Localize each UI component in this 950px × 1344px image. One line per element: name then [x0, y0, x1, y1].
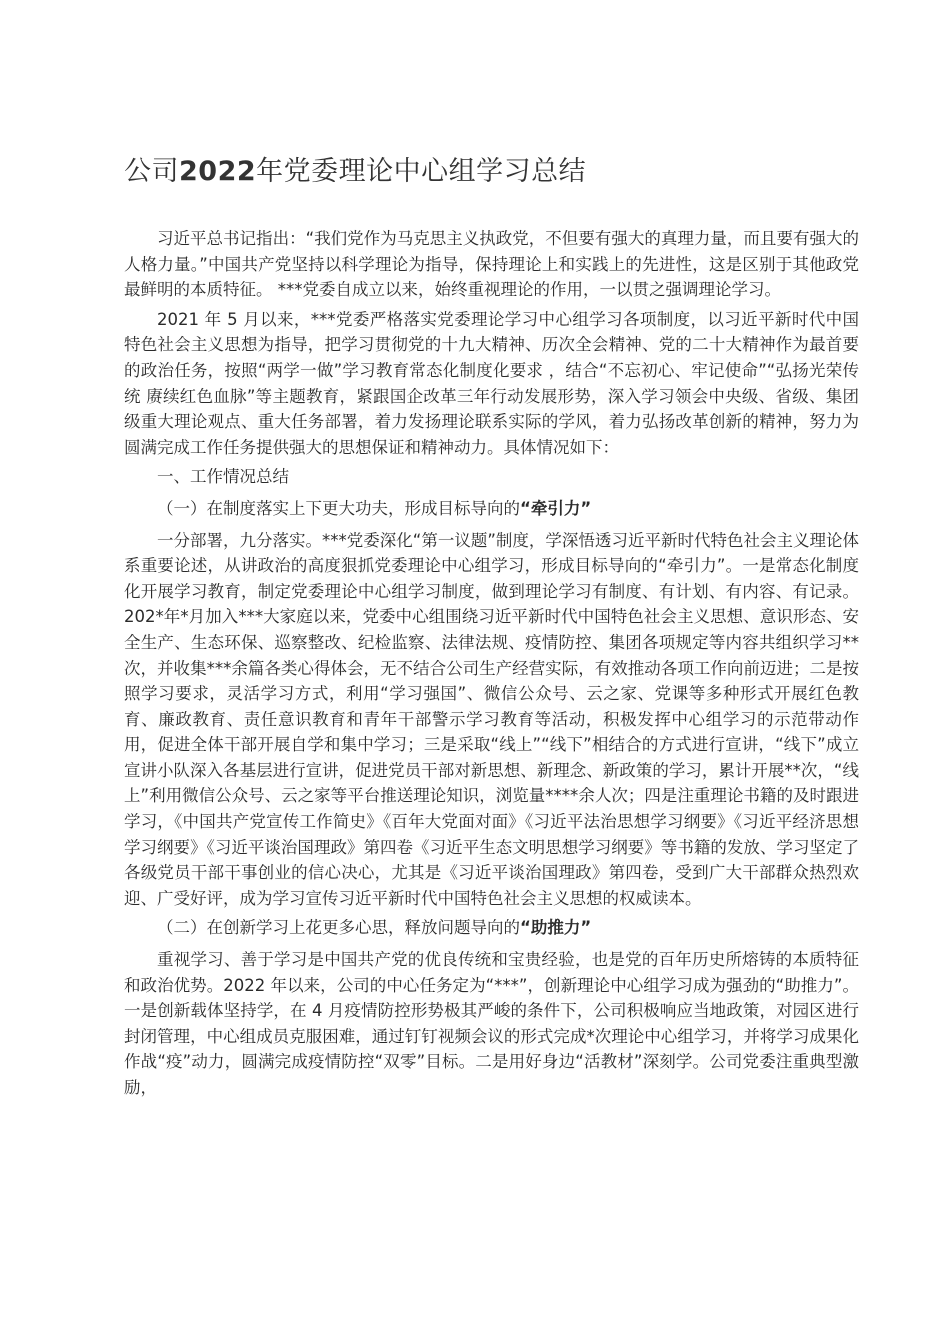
title-suffix: 年党委理论中心组学习总结 — [256, 156, 587, 187]
paragraph-intro: 习近平总书记指出：“我们党作为马克思主义执政党，不但要有强大的真理力量，而且要有强大的人格力量。”中国共产党坚持以科学理论为指导，保持理论上和实践上的先进性，这是区别于其他政党最鲜明的本质特征。 ***党委自成立以来，始终重视理论的作用，一以贯之强调理论学习。 — [124, 229, 859, 300]
document-page — [124, 150, 859, 1105]
subsection-1-emphasis: “牵引力” — [520, 498, 592, 518]
paragraph-overview: 2021 年 5 月以来，***党委严格落实党委理论学习中心组学习各项制度，以习近平新时代中国特色社会主义思想为指导，把学习贯彻党的十九大精神、历次全会精神、党的二十大精神作为最首要的政治任务，按照“两学一做”学习教育常态化制度化要求 ，结合“不忘初心、牢记使命”“弘扬光荣传统 赓续红色血脉”等主题教育，紧跟国企改革三年行动发展形势，深入学习领会中央级、省级、集团级重大理论观点、重大任务部署，着力发扬理论联系实际的学风，着力弘扬改革创新的精神，努力为圆满完成工作任务提供强大的思想保证和精神动力。具体情况如下： — [124, 309, 859, 457]
title-year: 2022 — [179, 156, 257, 187]
title-prefix: 公司 — [124, 156, 179, 187]
subsection-1-text: （一）在制度落实上下更大功夫，形成目标导向的 — [157, 498, 520, 518]
document-title — [124, 150, 859, 194]
subsection-heading-2 — [124, 915, 859, 941]
paragraph-subsection-2: 重视学习、善于学习是中国共产党的优良传统和宝贵经验，也是党的百年历史所熔铸的本质特征和政治优势。2022 年以来，公司的中心任务定为“***”，创新理论中心组学习成为强劲的“助推力”。一是创新载体坚持学，在 4 月疫情防控形势极其严峻的条件下，公司积极响应当地政策，对园区进行封闭管理，中心组成员克服困难，通过钉钉视频会议的形式完成*次理论中心组学习，并将学习成果化作战“疫”动力，圆满完成疫情防控“双零”目标。二是用好身边“活教材”深刻学。公司党委注重典型激励， — [124, 950, 859, 1097]
subsection-2-text: （二）在创新学习上花更多心思，释放问题导向的 — [157, 918, 520, 938]
section-heading-1: 一、工作情况总结 — [157, 467, 289, 487]
subsection-heading-1 — [124, 496, 859, 522]
subsection-2-emphasis: “助推力” — [520, 918, 592, 938]
paragraph-subsection-1: 一分部署，九分落实。***党委深化“第一议题”制度，学深悟透习近平新时代特色社会主义理论体系重要论述，从讲政治的高度狠抓党委理论中心组学习，形成目标导向的“牵引力”。一是常态化制度化开展学习教育，制定党委理论中心组学习制度，做到理论学习有制度、有计划、有内容、有记录。202*年*月加入***大家庭以来，党委中心组围绕习近平新时代中国特色社会主义思想、意识形态、安全生产、生态环保、巡察整改、纪检监察、法律法规、疫情防控、集团各项规定等内容共组织学习**次，并收集***余篇各类心得体会，无不结合公司生产经营实际，有效推动各项工作向前迈进；二是按照学习要求，灵活学习方式，利用“学习强国”、微信公众号、云之家、党课等多种形式开展红色教育、廉政教育、责任意识教育和青年干部警示学习教育等活动，积极发挥中心组学习的示范带动作用，促进全体干部开展自学和集中学习；三是采取“线上”“线下”相结合的方式进行宣讲，“线下”成立宣讲小队深入各基层进行宣讲，促进党员干部对新思想、新理念、新政策的学习，累计开展**次，“线上”利用微信公众号、云之家等平台推送理论知识，浏览量****余人次；四是注重理论书籍的及时跟进学习，《中国共产党宣传工作简史》《百年大党面对面》《习近平法治思想学习纲要》《习近平经济思想学习纲要》《习近平谈治国理政》第四卷《习近平生态文明思想学习纲要》等书籍的发放、学习坚定了各级党员干部干事创业的信心决心，尤其是《习近平谈治国理政》第四卷，受到广大干部群众热烈欢迎、广受好评，成为学习宣传习近平新时代中国特色社会主义思想的权威读本。 — [124, 530, 859, 908]
